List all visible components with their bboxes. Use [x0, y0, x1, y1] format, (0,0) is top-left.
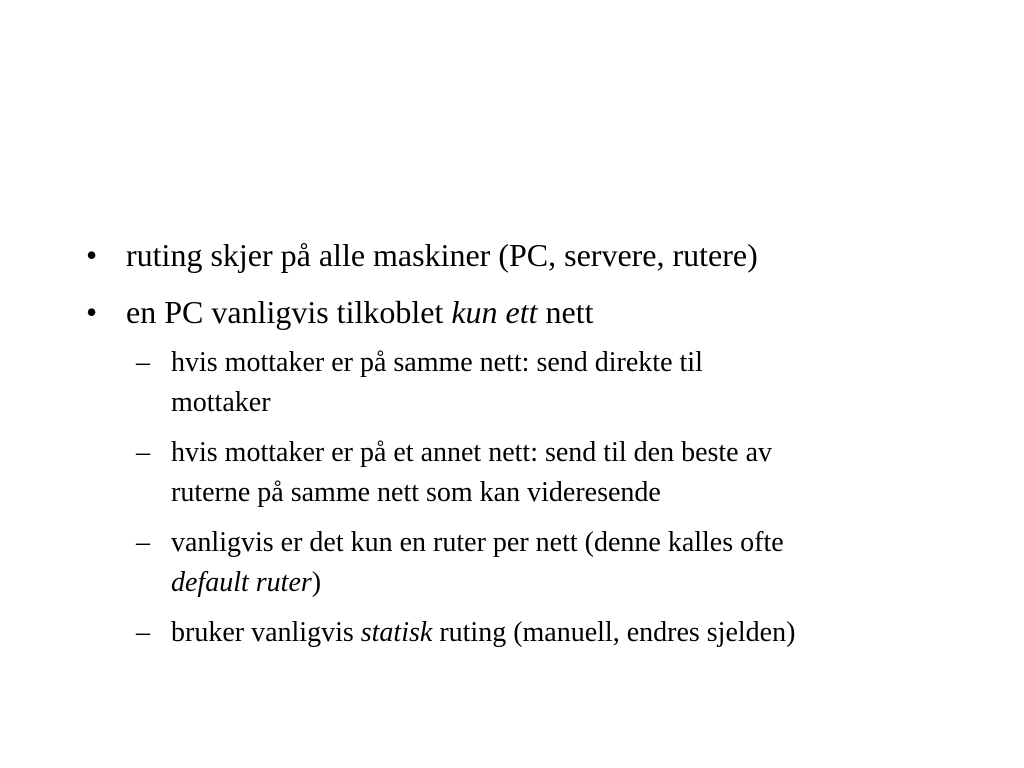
subbullet-line	[171, 613, 931, 653]
subbullet-line: hvis mottaker er på et annet nett: send til den beste av	[171, 437, 773, 468]
subbullet-text	[171, 523, 931, 603]
subbullet-text-part: bruker vanligvis	[171, 617, 361, 648]
subbullet-text	[171, 613, 931, 653]
subbullet-marker: –	[136, 437, 150, 468]
subbullet-text	[171, 433, 931, 513]
subbullet-emphasis: default ruter	[171, 567, 312, 598]
bullet-text-emphasis: kun ett	[451, 294, 538, 330]
subbullet-line: hvis mottaker er på samme nett: send direkte til	[171, 347, 703, 378]
bullet-text	[126, 293, 594, 331]
subbullet-emphasis: statisk	[360, 617, 433, 648]
subbullet-marker: –	[136, 527, 150, 558]
subbullet-marker: –	[136, 617, 150, 648]
bullet-text-part: en PC vanligvis tilkoblet	[126, 294, 452, 330]
subbullet-line: mottaker	[171, 387, 271, 418]
subbullet-marker: –	[136, 347, 150, 378]
subbullet-text-part: )	[311, 567, 322, 598]
subbullet-text-part: ruting (manuell, endres sjelden)	[432, 617, 796, 648]
bullet-marker: •	[86, 237, 98, 273]
bullet-text: ruting skjer på alle maskiner (PC, servere, rutere)	[126, 237, 758, 273]
subbullet-line: ruterne på samme nett som kan videresende	[171, 477, 661, 508]
bullet-text-part: nett	[537, 294, 594, 330]
subbullet-line	[171, 563, 931, 603]
bullet-marker: •	[86, 294, 98, 330]
subbullet-line: vanligvis er det kun en ruter per nett (denne kalles ofte	[171, 527, 784, 558]
subbullet-text	[171, 343, 931, 423]
